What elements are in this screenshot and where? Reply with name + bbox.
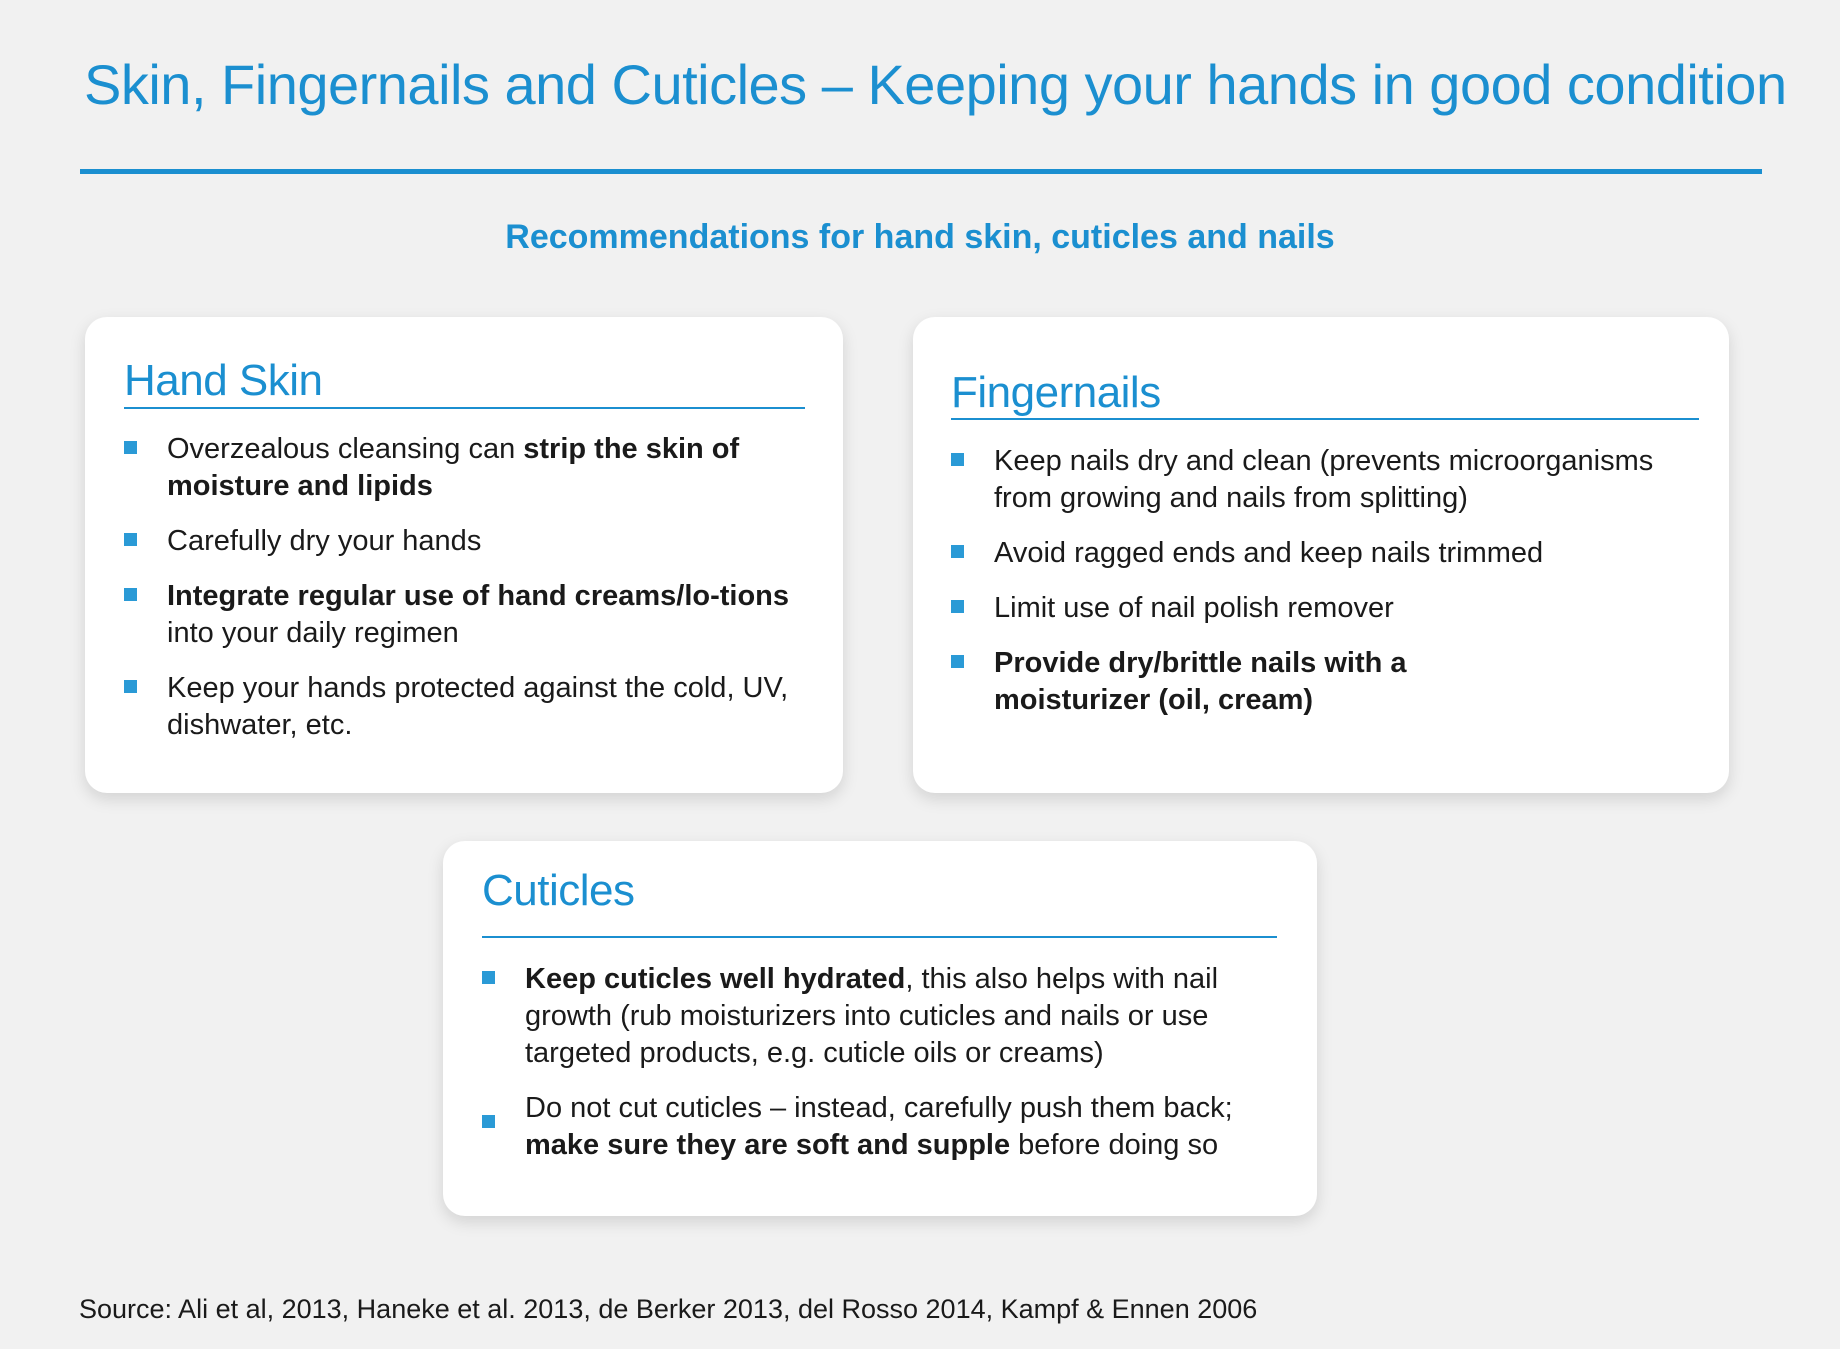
list-item (124, 431, 814, 505)
list-item (951, 645, 1474, 719)
item-text: , this also helps with nail growth (rub moisturizers into cuticles and nails or use targeted products, e.g. cuticle oils or creams) (525, 963, 1219, 1069)
item-text: Overzealous cleansing can (167, 433, 524, 465)
cuticles-list (482, 961, 1282, 1182)
cuticles-card (443, 841, 1317, 1216)
item-text: Carefully dry your hands (167, 525, 482, 557)
square-bullet-icon (482, 971, 495, 984)
fingernails-divider (951, 418, 1699, 420)
hand-skin-card (85, 317, 843, 793)
item-text: Limit use of nail polish remover (994, 592, 1394, 624)
list-item (951, 590, 1701, 627)
fingernails-title: Fingernails (951, 368, 1161, 417)
list-item (124, 523, 814, 560)
square-bullet-icon (124, 680, 137, 693)
square-bullet-icon (124, 533, 137, 546)
page-subtitle: Recommendations for hand skin, cuticles and nails (505, 218, 1335, 256)
cuticles-divider (482, 936, 1277, 938)
square-bullet-icon (124, 441, 137, 454)
title-divider (80, 169, 1762, 174)
square-bullet-icon (124, 588, 137, 601)
square-bullet-icon (951, 545, 964, 558)
fingernails-card (913, 317, 1729, 793)
item-text: Avoid ragged ends and keep nails trimmed (994, 537, 1544, 569)
item-text-bold: make sure they are soft and supple (525, 1129, 1011, 1161)
list-item (482, 1090, 1282, 1164)
fingernails-list (951, 443, 1701, 737)
square-bullet-icon (951, 600, 964, 613)
item-text-bold: Keep cuticles well hydrated (525, 963, 906, 995)
square-bullet-icon (951, 655, 964, 668)
list-item (951, 535, 1701, 572)
list-item (482, 961, 1282, 1072)
item-text-bold: Provide dry/brittle nails with a moisturizer (oil, cream) (994, 647, 1407, 716)
square-bullet-icon (482, 1115, 495, 1128)
item-text: into your daily regimen (167, 617, 459, 649)
square-bullet-icon (951, 453, 964, 466)
item-text: Do not cut cuticles – instead, carefully push them back; (525, 1092, 1233, 1124)
page-title: Skin, Fingernails and Cuticles – Keeping your hands in good condition (84, 53, 1787, 116)
list-item (124, 578, 814, 652)
hand-skin-list (124, 431, 814, 762)
list-item (124, 670, 814, 744)
item-text-bold: strip the skin of moisture and lipids (167, 433, 740, 502)
item-text: Keep your hands protected against the cold, UV, dishwater, etc. (167, 672, 789, 741)
item-text: Keep nails dry and clean (prevents microorganisms from growing and nails from splitting) (994, 445, 1654, 514)
source-citation: Source: Ali et al, 2013, Haneke et al. 2013, de Berker 2013, del Rosso 2014, Kampf & Ennen 2006 (79, 1294, 1258, 1324)
hand-skin-title: Hand Skin (124, 356, 323, 405)
item-text-bold: Integrate regular use of hand creams/lo-tions (167, 580, 790, 612)
cuticles-title: Cuticles (482, 866, 635, 915)
hand-skin-divider (124, 407, 805, 409)
item-text: before doing so (1010, 1129, 1219, 1161)
list-item (951, 443, 1701, 517)
